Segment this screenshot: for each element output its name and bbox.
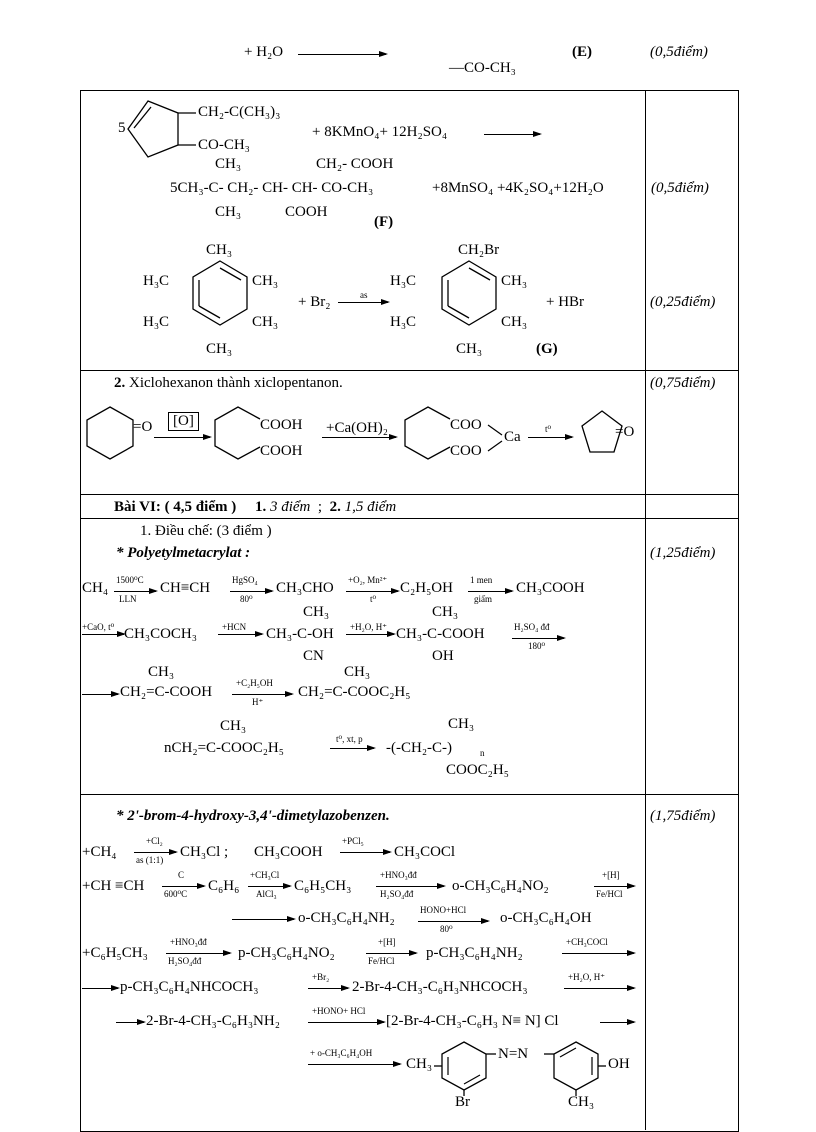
carboxylate-group: COO <box>450 417 482 433</box>
condition: 1 men <box>470 575 493 585</box>
reaction-arrow <box>116 1022 144 1023</box>
reaction-arrow <box>154 437 210 438</box>
reaction-arrow <box>594 886 634 887</box>
methyl: CH₃ <box>252 273 279 289</box>
reaction-arrow <box>468 591 512 592</box>
methyl: CH₃ <box>568 1094 595 1110</box>
reaction-arrow <box>418 921 488 922</box>
methyl: CH₃ <box>456 341 483 357</box>
compound: CH₃COCl <box>394 844 456 860</box>
condition: 180⁰ <box>528 641 546 651</box>
score-part2: (0,75điểm) <box>650 375 716 391</box>
carbonyl: =O <box>133 419 153 435</box>
condition: t⁰, xt, p <box>336 734 363 744</box>
carboxymethyl-top: CH₂- COOH <box>316 156 394 172</box>
reaction-arrow <box>366 953 416 954</box>
hbr-byproduct: + HBr <box>546 294 585 310</box>
reaction-arrow <box>218 634 262 635</box>
label-G: (G) <box>536 341 558 357</box>
methyl: CH₃ <box>501 273 528 289</box>
reaction-arrow <box>484 134 540 135</box>
score-azo: (1,75điểm) <box>650 808 716 824</box>
condition: +[H] <box>378 937 396 947</box>
methyl-bottom: CH₃ <box>215 204 242 220</box>
condition: +H₂O, H⁺ <box>350 622 387 632</box>
condition: +Br₂ <box>312 972 330 982</box>
methyl: CH₃ <box>148 664 175 680</box>
reaction-arrow <box>528 437 572 438</box>
compound: o-CH₃C₆H₄NO₂ <box>452 878 549 894</box>
oxidation-box: [O] <box>168 412 199 431</box>
condition: HgSO₄ <box>232 575 258 585</box>
bromine-reagent: + Br₂ <box>298 294 331 310</box>
row-divider <box>80 494 738 495</box>
condition: +C₂H₅OH <box>236 678 273 688</box>
label-F: (F) <box>374 214 394 230</box>
methacrylic-acid: CH₂=C-COOH <box>120 684 213 700</box>
condition: +H₂O, H⁺ <box>568 972 605 982</box>
compound: p-CH₃C₆H₄NH₂ <box>426 945 523 961</box>
condition: +HNO₃đđ <box>380 870 417 880</box>
condition: +Cl₂ <box>146 836 163 846</box>
methyl: CH₃ <box>252 314 279 330</box>
reaction-arrow <box>376 886 444 887</box>
methyl: CH₃ <box>448 716 475 732</box>
part-title: Xiclohexanon thành xiclopentanon. <box>129 375 343 391</box>
hydroxyl: OH <box>432 648 454 664</box>
calcium: Ca <box>504 429 521 445</box>
bromomethyl: CH₂Br <box>458 242 500 258</box>
condition: Fe/HCl <box>596 889 623 899</box>
diazonium-salt: [2-Br-4-CH₃-C₆H₃ N≡ N] Cl <box>386 1013 559 1029</box>
score-E: (0,5điểm) <box>650 44 708 60</box>
compound: CH₄ <box>82 580 109 596</box>
reaction-arrow <box>232 919 294 920</box>
condition: +HCN <box>222 622 247 632</box>
monomer: nCH₂=C-COOC₂H₅ <box>164 740 284 756</box>
calcium-hydroxide-reagent: +Ca(OH)₂ <box>326 420 389 436</box>
reaction-arrow <box>82 988 118 989</box>
condition: H₂SO₄đđ <box>380 889 414 899</box>
compound: CH₃COOH <box>516 580 585 596</box>
condition: +O₂, Mn²⁺ <box>348 575 388 585</box>
methyl: CH₃ <box>406 1056 433 1072</box>
methyl: H₃C <box>143 314 170 330</box>
reaction-arrow <box>166 953 230 954</box>
reaction-arrow <box>346 591 398 592</box>
compound: C₆H₆ <box>208 878 240 894</box>
bromo: Br <box>455 1094 470 1110</box>
carboxyl-group: COOH <box>260 443 303 459</box>
condition: H₂SO₄đđ <box>168 956 202 966</box>
hydroxy-acid: CH₃-C-COOH <box>396 626 485 642</box>
carboxyl-group: COOH <box>260 417 303 433</box>
hydroxyl: OH <box>608 1056 630 1072</box>
row-divider <box>80 794 738 795</box>
compound: +CH ≡CH <box>82 878 145 894</box>
condition: t⁰ <box>370 594 377 604</box>
ethyl-methacrylate: CH₂=C-COOC₂H₅ <box>298 684 411 700</box>
part-number: 2. <box>114 375 126 391</box>
condition: 600⁰C <box>164 889 188 899</box>
substituent-acetyl: CO-CH₃ <box>198 137 250 153</box>
condition: +[H] <box>602 870 620 880</box>
methyl-top: CH₃ <box>215 156 242 172</box>
target-compound-title: * 2'-brom-4-hydroxy-3,4'-dimetylazobenzen. <box>116 808 390 824</box>
methyl: CH₃ <box>501 314 528 330</box>
compound: +CH₄ <box>82 844 117 860</box>
condition: as (1:1) <box>136 855 164 865</box>
condition-light: as <box>360 290 368 300</box>
reaction-arrow <box>562 953 634 954</box>
carboxylate-group: COO <box>450 443 482 459</box>
score-F: (0,5điểm) <box>651 180 709 196</box>
compound: CH₃COCH₃ <box>124 626 197 642</box>
coefficient: 5 <box>118 120 126 136</box>
product-F-chain: 5CH₃-C- CH₂- CH- CH- CO-CH₃ <box>170 180 374 196</box>
condition: +PCl₅ <box>342 836 364 846</box>
carboxyl-bottom: COOH <box>285 204 328 220</box>
compound: 2-Br-4-CH₃-C₆H₃NHCOCH₃ <box>352 979 528 995</box>
condition: H⁺ <box>252 697 264 707</box>
condition: giấm <box>474 594 492 604</box>
reaction-arrow <box>248 886 290 887</box>
condition: AlCl₃ <box>256 889 277 899</box>
reaction-arrow <box>308 1022 384 1023</box>
separator: ; <box>317 499 323 515</box>
product-byproducts: +8MnSO₄ +4K₂SO₄+12H₂O <box>432 180 604 196</box>
reaction-arrow <box>114 591 156 592</box>
reaction-arrow <box>82 634 124 635</box>
carbonyl: =O <box>615 424 635 440</box>
compound: 2-Br-4-CH₃-C₆H₃NH₂ <box>146 1013 280 1029</box>
compound: p-CH₃C₆H₄NO₂ <box>238 945 335 961</box>
score-poly: (1,25điểm) <box>650 545 716 561</box>
condition: 1500⁰C <box>116 575 144 585</box>
compound: o-CH₃C₆H₄NH₂ <box>298 910 395 926</box>
section-title: Bài VI: ( 4,5 điểm ) <box>114 499 237 515</box>
compound: C₂H₅OH <box>400 580 453 596</box>
benzene-ring <box>434 256 504 336</box>
reaction-arrow <box>82 694 118 695</box>
reaction-arrow <box>340 852 390 853</box>
reaction-arrow <box>162 886 204 887</box>
cyano: CN <box>303 648 324 664</box>
compound: CH≡CH <box>160 580 211 596</box>
cyclopentene-ring <box>118 95 198 175</box>
condition: LLN <box>119 594 137 604</box>
methyl: H₃C <box>143 273 170 289</box>
row-divider <box>80 370 738 371</box>
cyanohydrin: CH₃-C-OH <box>266 626 334 642</box>
condition: +CH₃Cl <box>250 870 280 880</box>
condition: Fe/HCl <box>368 956 395 966</box>
condition: 80⁰ <box>240 594 253 604</box>
methyl: CH₃ <box>206 341 233 357</box>
reaction-arrow <box>512 638 564 639</box>
part-number: 2. <box>329 499 341 515</box>
methyl: CH₃ <box>344 664 371 680</box>
reaction-arrow <box>134 852 176 853</box>
condition: C <box>178 870 185 880</box>
reaction-arrow <box>232 694 292 695</box>
part-points: 3 điểm <box>269 499 311 515</box>
compound: p-CH₃C₆H₄NHCOCH₃ <box>120 979 259 995</box>
reaction-arrow <box>298 54 386 55</box>
polymer-subscript: n <box>480 748 485 758</box>
row-divider <box>80 518 738 519</box>
answer-table <box>80 90 739 1132</box>
compound: +C₆H₅CH₃ <box>82 945 148 961</box>
azo-bridge: N=N <box>498 1046 529 1062</box>
reaction-arrow <box>230 591 272 592</box>
condition: +CH₃COCl <box>566 937 608 947</box>
reaction-arrow <box>322 437 396 438</box>
reaction-arrow <box>308 1064 400 1065</box>
reaction-arrow <box>564 988 634 989</box>
condition: H₂SO₄ đđ <box>514 622 550 632</box>
water-reagent: + H₂O <box>244 44 284 60</box>
azobenzene-structure <box>434 1034 674 1104</box>
score-G: (0,25điểm) <box>650 294 716 310</box>
condition: + o-CH₃C₆H₄OH <box>310 1048 373 1058</box>
ester-group: COOC₂H₅ <box>446 762 509 778</box>
subsection-title: 1. Điều chế: (3 điểm ) <box>140 523 272 539</box>
compound: C₆H₅CH₃ <box>294 878 352 894</box>
compound: CH₃Cl ; <box>180 844 229 860</box>
reagents: + 8KMnO₄+ 12H₂SO₄ <box>312 124 448 140</box>
condition: +HONO+ HCl <box>312 1006 366 1016</box>
reaction-arrow <box>600 1022 634 1023</box>
polymer-repeat-unit: -(-CH₂-C-) <box>386 740 453 756</box>
methyl: CH₃ <box>432 604 459 620</box>
target-compound-title: * Polyetylmetacrylat : <box>116 545 251 561</box>
reaction-arrow <box>330 748 374 749</box>
compound: o-CH₃C₆H₄OH <box>500 910 592 926</box>
methyl: CH₃ <box>206 242 233 258</box>
condition: 80⁰ <box>440 924 453 934</box>
methyl: CH₃ <box>220 718 247 734</box>
score-column-divider <box>645 90 646 1130</box>
product-E: —CO-CH₃ <box>449 60 516 76</box>
substituent-tbutylmethyl: CH₂-C(CH₃)₃ <box>198 104 281 120</box>
reaction-arrow <box>338 302 388 303</box>
condition: +CaO, t⁰ <box>82 622 115 632</box>
condition: +HNO₃đđ <box>170 937 207 947</box>
compound: CH₃COOH <box>254 844 323 860</box>
methyl: H₃C <box>390 314 417 330</box>
label-E: (E) <box>572 44 592 60</box>
reaction-arrow <box>308 988 348 989</box>
methyl: CH₃ <box>303 604 330 620</box>
condition: HONO+HCl <box>420 905 467 915</box>
methyl: H₃C <box>390 273 417 289</box>
reaction-arrow <box>346 634 394 635</box>
part-points: 1,5 điểm <box>344 499 397 515</box>
compound: CH₃CHO <box>276 580 334 596</box>
condition-heat: t⁰ <box>545 424 552 434</box>
benzene-ring <box>185 256 255 336</box>
part-number: 1. <box>254 499 267 515</box>
